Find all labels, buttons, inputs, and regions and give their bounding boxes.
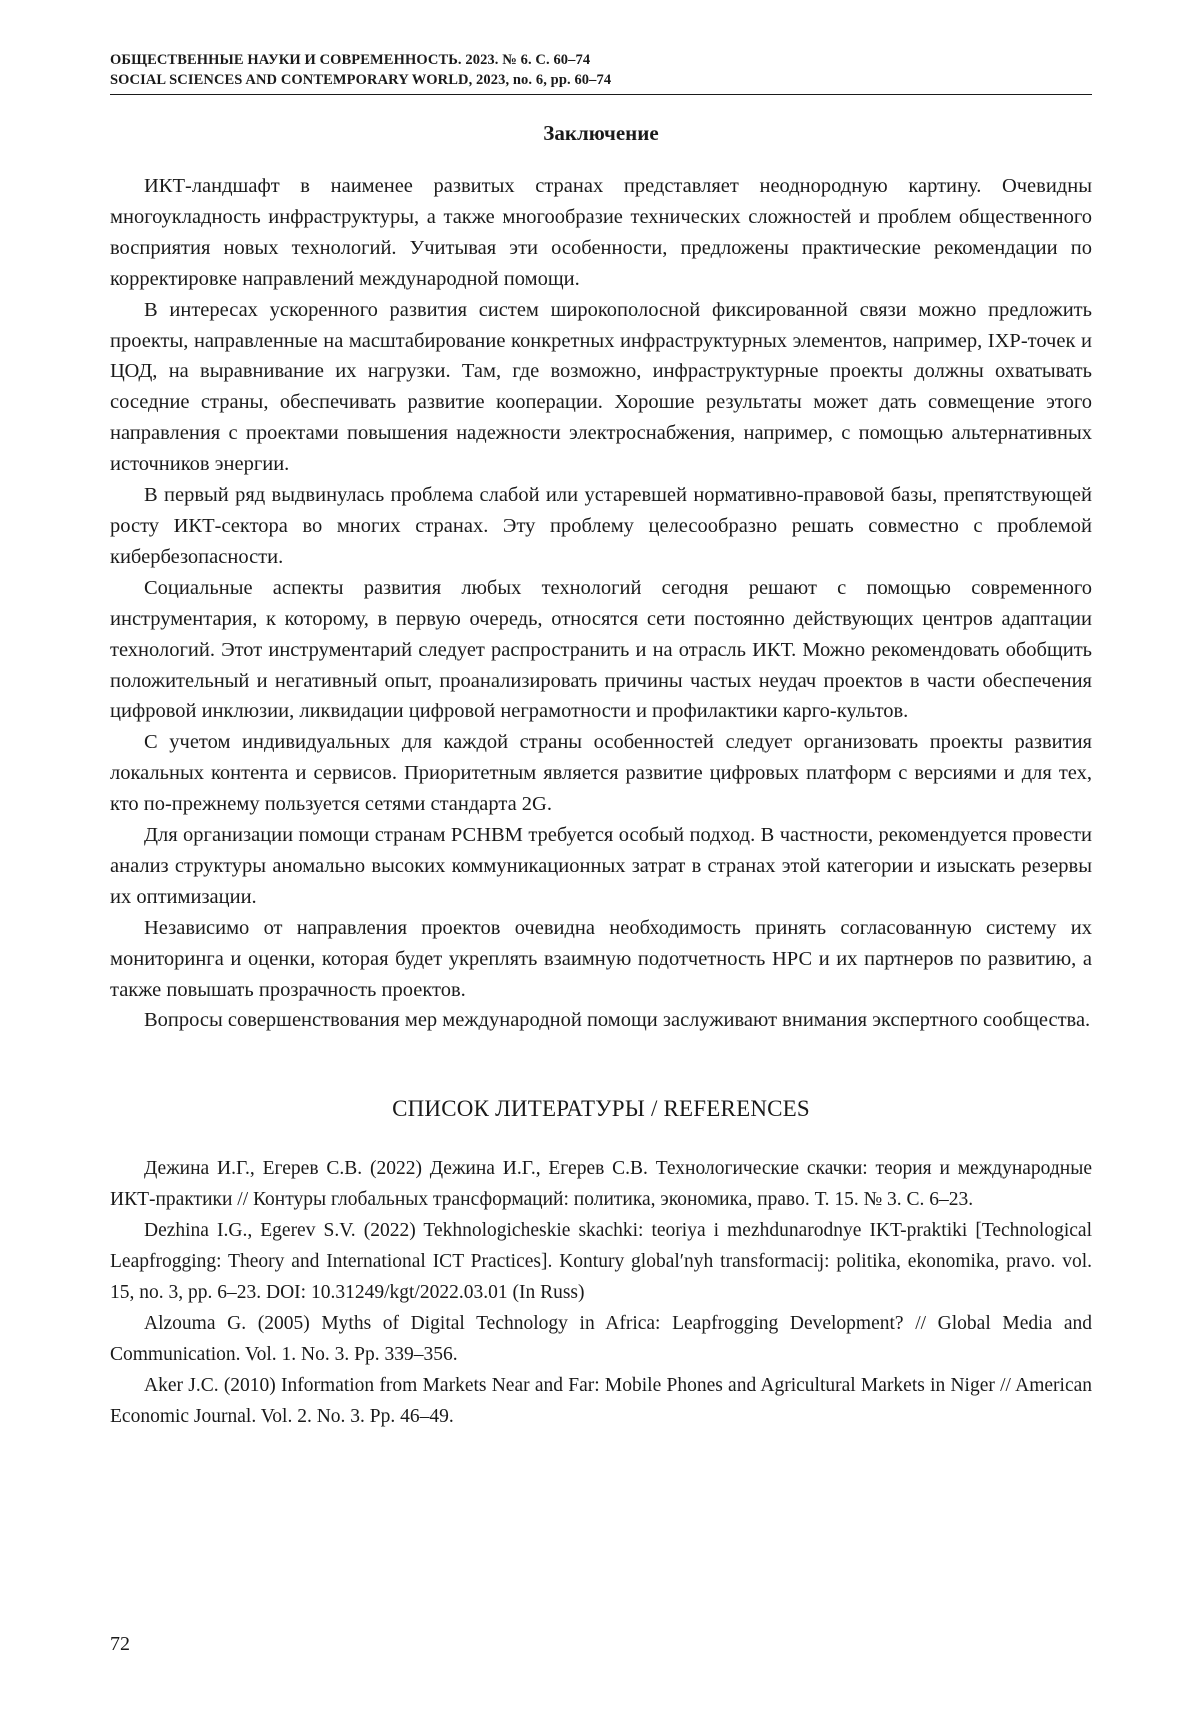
header-line-english: SOCIAL SCIENCES AND CONTEMPORARY WORLD, 2023, no. 6, pp. 60–74 (110, 72, 612, 88)
conclusion-paragraph: Социальные аспекты развития любых технологий сегодня решают с помощью современного инструментария, к которому, в первую очередь, относятся сети постоянно действующих центров адаптации технологий. Этот инструментарий следует распространить и на отрасль ИКТ. Можно рекомендовать обобщить положительный и негативный опыт, проанализировать причины частых неудач проектов в части обеспечения цифровой инклюзии, ликвидации цифровой неграмотности и профилактики карго-культов. (110, 576, 1092, 723)
conclusion-paragraph: Для организации помощи странам РСНВМ требуется особый подход. В частности, рекомендуется провести анализ структуры аномально высоких коммуникационных затрат в странах этой категории и изыскать резервы их оптимизации. (110, 824, 1092, 908)
running-header (110, 50, 1092, 90)
page-number: 72 (110, 1633, 130, 1655)
conclusion-body (110, 171, 1092, 1036)
reference-entry: Alzouma G. (2005) Myths of Digital Technology in Africa: Leapfrogging Development? // Global Media and Communication. Vol. 1. No. 3. Pp. 339–356. (110, 1312, 1092, 1365)
conclusion-paragraph: В интересах ускоренного развития систем широкополосной фиксированной связи можно предложить проекты, направленные на масштабирование конкретных инфраструктурных элементов, например, IXP-точек и ЦОД, на выравнивание их нагрузки. Там, где возможно, инфраструктурные проекты должны охватывать соседние страны, обеспечивать развитие кооперации. Хорошие результаты может дать совмещение этого направления с проектами повышения надежности электроснабжения, например, с помощью альтернативных источников энергии. (110, 298, 1092, 476)
conclusion-paragraph: ИКТ-ландшафт в наименее развитых странах представляет неоднородную картину. Очевидны многоукладность инфраструктуры, а также многообразие технических сложностей и проблем общественного восприятия новых технологий. Учитывая эти особенности, предложены практические рекомендации по корректировке направлений международной помощи. (110, 175, 1092, 290)
conclusion-paragraph: Независимо от направления проектов очевидна необходимость принять согласованную систему их мониторинга и оценки, которая будет укреплять взаимную подотчетность НРС и их партнеров по развитию, а также повышать прозрачность проектов. (110, 916, 1092, 1001)
section-title-conclusion: Заключение (543, 121, 659, 145)
reference-entry: Дежина И.Г., Егерев С.В. (2022) Дежина И.Г., Егерев С.В. Технологические скачки: теория и международные ИКТ-практики // Контуры глобальных трансформаций: политика, экономика, право. Т. 15. № 3. С. 6–23. (110, 1158, 1092, 1211)
references-list (110, 1154, 1092, 1432)
reference-entry: Dezhina I.G., Egerev S.V. (2022) Tekhnologicheskie skachki: teoriya i mezhdunarodnye IKT-praktiki [Technological Leapfrogging: Theory and International ICT Practices]. Kontury global′nyh transformacij: politika, ekonomika, pravo. vol. 15, no. 3, pp. 6–23. DOI: 10.31249/kgt/2022.03.01 (In Russ) (110, 1220, 1092, 1303)
conclusion-paragraph: С учетом индивидуальных для каждой страны особенностей следует организовать проекты развития локальных контента и сервисов. Приоритетным является развитие цифровых платформ с версиями и для тех, кто по-прежнему пользуется сетями стандарта 2G. (110, 731, 1092, 816)
reference-entry: Aker J.C. (2010) Information from Markets Near and Far: Mobile Phones and Agricultural Markets in Niger // American Economic Journal. Vol. 2. No. 3. Pp. 46–49. (110, 1374, 1092, 1427)
page-content (110, 50, 1092, 1433)
header-line-russian: ОБЩЕСТВЕННЫЕ НАУКИ И СОВРЕМЕННОСТЬ. 2023. № 6. С. 60–74 (110, 52, 591, 68)
conclusion-paragraph: Вопросы совершенствования мер международной помощи заслуживают внимания экспертного сообщества. (144, 1009, 1091, 1032)
references-title: СПИСОК ЛИТЕРАТУРЫ / REFERENCES (392, 1096, 810, 1122)
conclusion-paragraph: В первый ряд выдвинулась проблема слабой или устаревшей нормативно-правовой базы, препятствующей росту ИКТ-сектора во многих странах. Эту проблему целесообразно решать совместно с проблемой кибербезопасности. (110, 484, 1092, 568)
header-rule (110, 94, 1092, 95)
